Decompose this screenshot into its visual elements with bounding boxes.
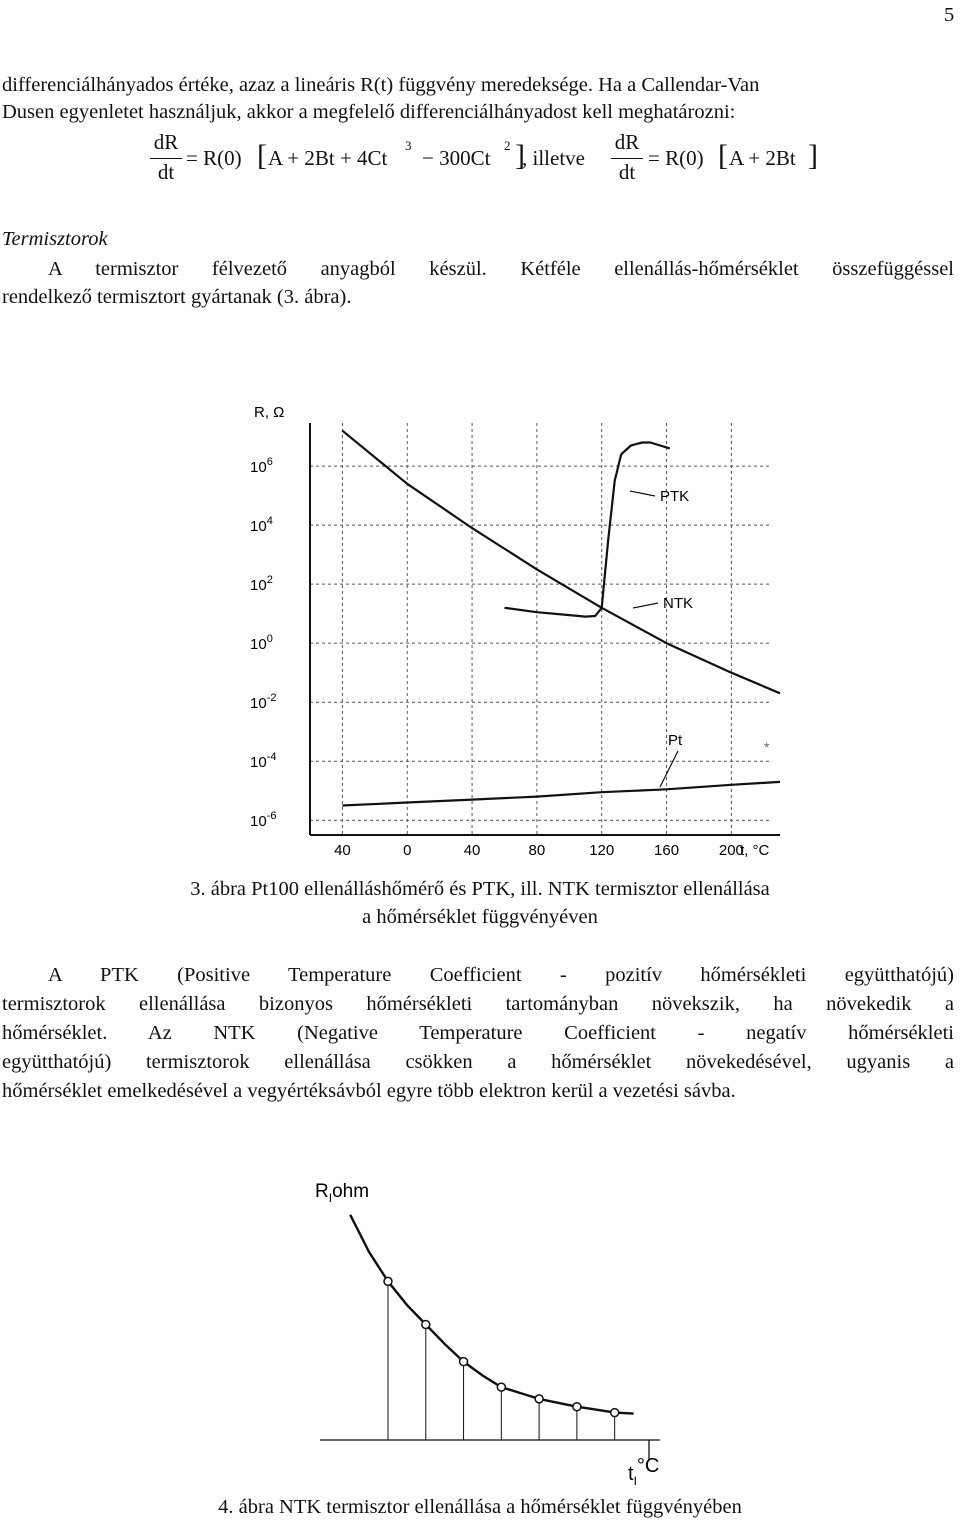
series-leader-ntk	[633, 603, 658, 608]
x-tick-label: 200	[718, 842, 744, 859]
x-tick-label: 40	[463, 842, 481, 859]
eq-rhs1-c: − 300Ct	[422, 146, 491, 170]
eq-fracline-2	[611, 158, 643, 159]
equation	[0, 130, 960, 200]
paragraph-2-line-2: termisztorok ellenállása bizonyos hőmérsékleti tartományban növekszik, ha növekedik a	[2, 993, 954, 1015]
section-heading: Termisztorok	[2, 228, 108, 250]
eq-bracket-close-1: ]	[515, 139, 525, 172]
eq-dR-1: dR	[153, 130, 179, 154]
figure-4-y-label: $R_Iohm$	[315, 1181, 370, 1205]
figure-3-x-axis-label: t, °C	[740, 842, 770, 859]
x-tick-label: 40	[334, 842, 351, 859]
intro-line-2: Dusen egyenletet használjuk, akkor a megfelelő differenciálhányadost kell meghatározni:	[2, 101, 736, 123]
figure-4-curve	[350, 1215, 633, 1414]
eq-fracline-1	[150, 158, 182, 159]
eq-rhs1-a: = R(0)	[186, 146, 242, 170]
data-point	[422, 1320, 430, 1328]
data-point	[460, 1358, 468, 1366]
series-line-ptk	[505, 443, 670, 617]
paragraph-1-line-2: rendelkező termisztort gyártanak (3. ábra).	[2, 286, 352, 308]
eq-dt-1: dt	[157, 160, 175, 184]
eq-rhs2-b: A + 2Bt	[729, 146, 796, 170]
figure-3-caption-line-1: 3. ábra Pt100 ellenálláshőmérő és PTK, ill. NTK termisztor ellenállása	[190, 878, 770, 900]
x-tick-label: 120	[589, 842, 615, 859]
y-tick-label: $10^6$	[250, 456, 273, 477]
data-point	[573, 1403, 581, 1411]
eq-dt-2: dt	[618, 160, 636, 184]
series-leader-pt	[660, 751, 678, 787]
eq-rhs2-a: = R(0)	[648, 146, 704, 170]
y-tick-label: $10^4$	[250, 515, 273, 536]
data-point	[535, 1395, 543, 1403]
figure-3-series-labels	[630, 488, 693, 787]
x-tick-label: 80	[528, 842, 546, 859]
y-tick-label: $10^{-2}$	[250, 692, 277, 713]
page-number: 5	[944, 4, 955, 26]
paragraph-2-line-5: hőmérséklet emelkedésével a vegyértéksávból egyre több elektron kerül a vezetési sávba.	[2, 1080, 736, 1102]
paragraph-2-line-4: együtthatójú) termisztorok ellenállása csökken a hőmérséklet növekedésével, ugyanis a	[2, 1051, 954, 1073]
eq-bracket-close-2: ]	[808, 139, 818, 172]
data-point	[497, 1383, 505, 1391]
paragraph-2-line-1: A PTK (Positive Temperature Coefficient - pozitív hőmérsékleti együtthatójú)	[48, 964, 954, 986]
eq-sup-2: 2	[504, 138, 511, 153]
series-label-ntk: NTK	[663, 595, 693, 612]
series-leader-ptk	[630, 491, 655, 496]
eq-bracket-open-2: [	[718, 139, 728, 172]
y-tick-label: $10^0$	[250, 633, 273, 654]
eq-sup-3: 3	[405, 138, 412, 153]
series-label-pt: Pt	[668, 732, 683, 749]
figure-4-caption: 4. ábra NTK termisztor ellenállása a hőmérséklet függvényében	[218, 1496, 742, 1518]
x-tick-label: 160	[654, 842, 680, 859]
figure-4-axes	[320, 1440, 660, 1460]
figure-3-grid	[310, 423, 770, 835]
intro-line-1: differenciálhányados értéke, azaz a lineáris R(t) függvény meredeksége. Ha a Callendar-Van	[2, 74, 760, 96]
y-tick-label: $10^2$	[250, 574, 273, 595]
eq-bracket-open-1: [	[257, 139, 267, 172]
figure-3-x-ticks	[334, 842, 744, 859]
y-tick-label: $10^{-6}$	[250, 810, 277, 831]
paragraph-1-line-1: A termisztor félvezető anyagból készül. Kétféle ellenállás-hőmérséklet összefüggéssel	[48, 258, 954, 280]
eq-rhs1-b: A + 2Bt + 4Ct	[268, 146, 388, 170]
series-line-pt	[342, 782, 780, 806]
figure-3-series	[342, 431, 780, 806]
data-point	[384, 1277, 392, 1285]
eq-dR-2: dR	[614, 130, 640, 154]
figure-3-axes	[310, 423, 780, 835]
series-line-ntk	[342, 431, 780, 694]
figure-4-drop-lines	[388, 1281, 615, 1440]
figure-3-y-ticks	[250, 456, 276, 830]
figure-4-chart	[300, 1170, 700, 1495]
x-tick-label: 0	[403, 842, 412, 859]
figure-3-chart	[240, 395, 800, 870]
series-label-ptk: PTK	[660, 488, 690, 505]
figure-3-asterisk-mark: *	[764, 739, 770, 755]
figure-3-y-axis-label: R, Ω	[254, 404, 285, 421]
y-tick-label: $10^{-4}$	[250, 751, 277, 772]
data-point	[611, 1409, 619, 1417]
figure-3-caption-line-2: a hőmérséklet függvényéven	[362, 906, 598, 928]
figure-4-x-label: $t_I^\circ C$	[628, 1455, 660, 1488]
paragraph-2-line-3: hőmérséklet. Az NTK (Negative Temperature Coefficient - negatív hőmérsékleti	[2, 1022, 954, 1044]
eq-illetve: , illetve	[522, 146, 585, 170]
